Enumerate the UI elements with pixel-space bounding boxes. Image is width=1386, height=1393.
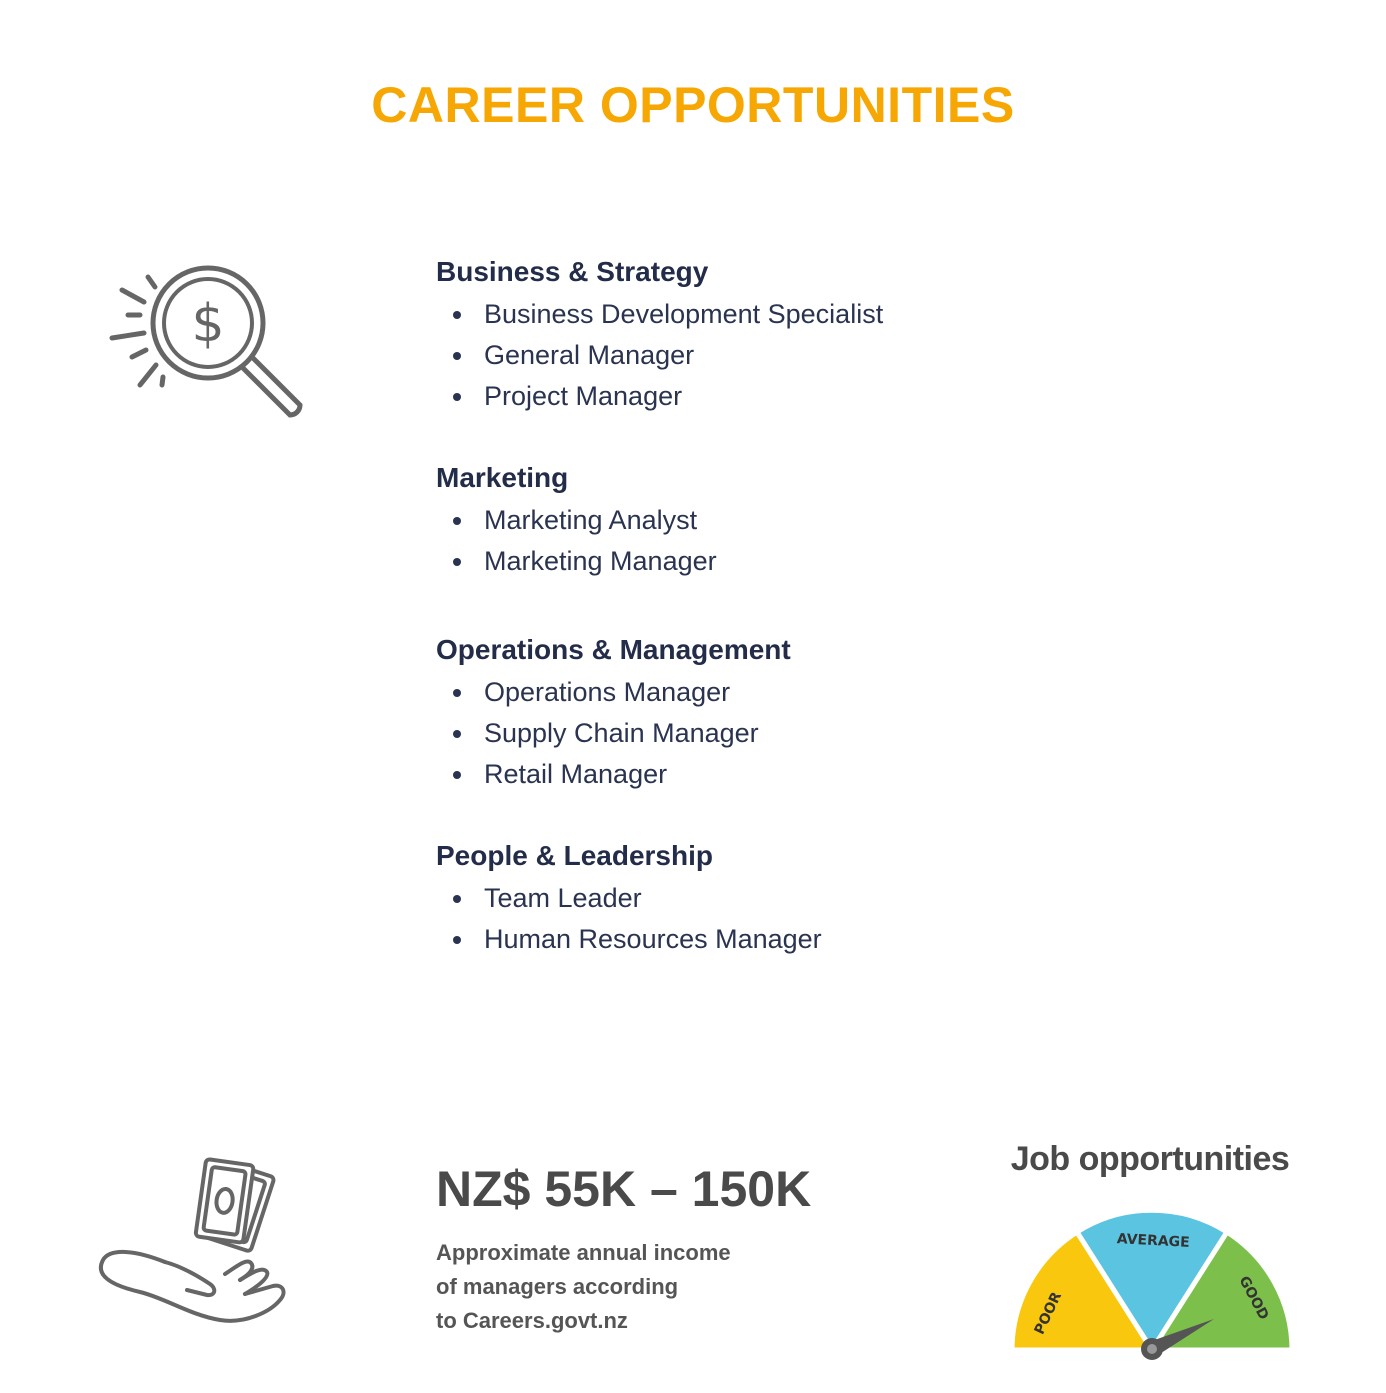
bullet: [453, 517, 461, 525]
bullet: [453, 689, 461, 697]
job-label: Human Resources Manager: [484, 924, 822, 954]
job-label: Marketing Analyst: [484, 505, 698, 535]
job-label: Retail Manager: [484, 759, 668, 789]
job-list: [436, 672, 791, 795]
job-label: Operations Manager: [484, 677, 731, 707]
job-item: [436, 335, 883, 376]
job-item: [436, 376, 883, 417]
svg-text:$: $: [191, 294, 225, 354]
job-list: [436, 294, 883, 417]
job-label: Supply Chain Manager: [484, 718, 759, 748]
job-item: [436, 754, 791, 795]
job-item: [436, 541, 717, 582]
job-label: General Manager: [484, 340, 695, 370]
job-item: [436, 919, 822, 960]
salary-description-line: to Careers.govt.nz: [436, 1308, 628, 1333]
hand-money-icon: [95, 1150, 295, 1335]
gauge-label-good: GOOD: [1235, 1273, 1272, 1323]
bullet: [453, 895, 461, 903]
category-title: People & Leadership: [436, 840, 713, 871]
gauge-title: Job opportunities: [1010, 1140, 1290, 1178]
job-item: [436, 672, 791, 713]
salary-description-line: Approximate annual income: [436, 1240, 731, 1265]
gauge-label-average: AVERAGE: [1116, 1231, 1191, 1251]
salary-description-line: of managers according: [436, 1274, 679, 1299]
category-marketing: [436, 458, 717, 582]
salary-range: NZ$ 55K – 150K: [436, 1161, 812, 1217]
bullet: [453, 311, 461, 319]
job-label: Marketing Manager: [484, 546, 717, 576]
page-title: CAREER OPPORTUNITIES: [371, 77, 1015, 133]
bullet: [453, 558, 461, 566]
bullet: [453, 771, 461, 779]
magnifying-glass-dollar-icon: [100, 255, 315, 435]
job-item: [436, 500, 717, 541]
category-people-leadership: [436, 836, 822, 960]
bullet: [453, 730, 461, 738]
job-item: [436, 294, 883, 335]
job-opportunities-gauge: [1010, 1205, 1295, 1365]
gauge-label-poor: POOR: [1031, 1289, 1066, 1338]
category-business-strategy: [436, 252, 883, 417]
bullet: [453, 393, 461, 401]
job-list: [436, 500, 717, 582]
job-label: Project Manager: [484, 381, 683, 411]
job-item: [436, 713, 791, 754]
bullet: [453, 936, 461, 944]
job-label: Team Leader: [484, 883, 642, 913]
salary-description: [436, 1236, 856, 1338]
job-item: [436, 878, 822, 919]
job-list: [436, 878, 822, 960]
category-title: Marketing: [436, 462, 569, 493]
category-title: Business & Strategy: [436, 256, 709, 287]
job-label: Business Development Specialist: [484, 299, 884, 329]
bullet: [453, 352, 461, 360]
category-title: Operations & Management: [436, 634, 791, 665]
category-operations-management: [436, 630, 791, 795]
